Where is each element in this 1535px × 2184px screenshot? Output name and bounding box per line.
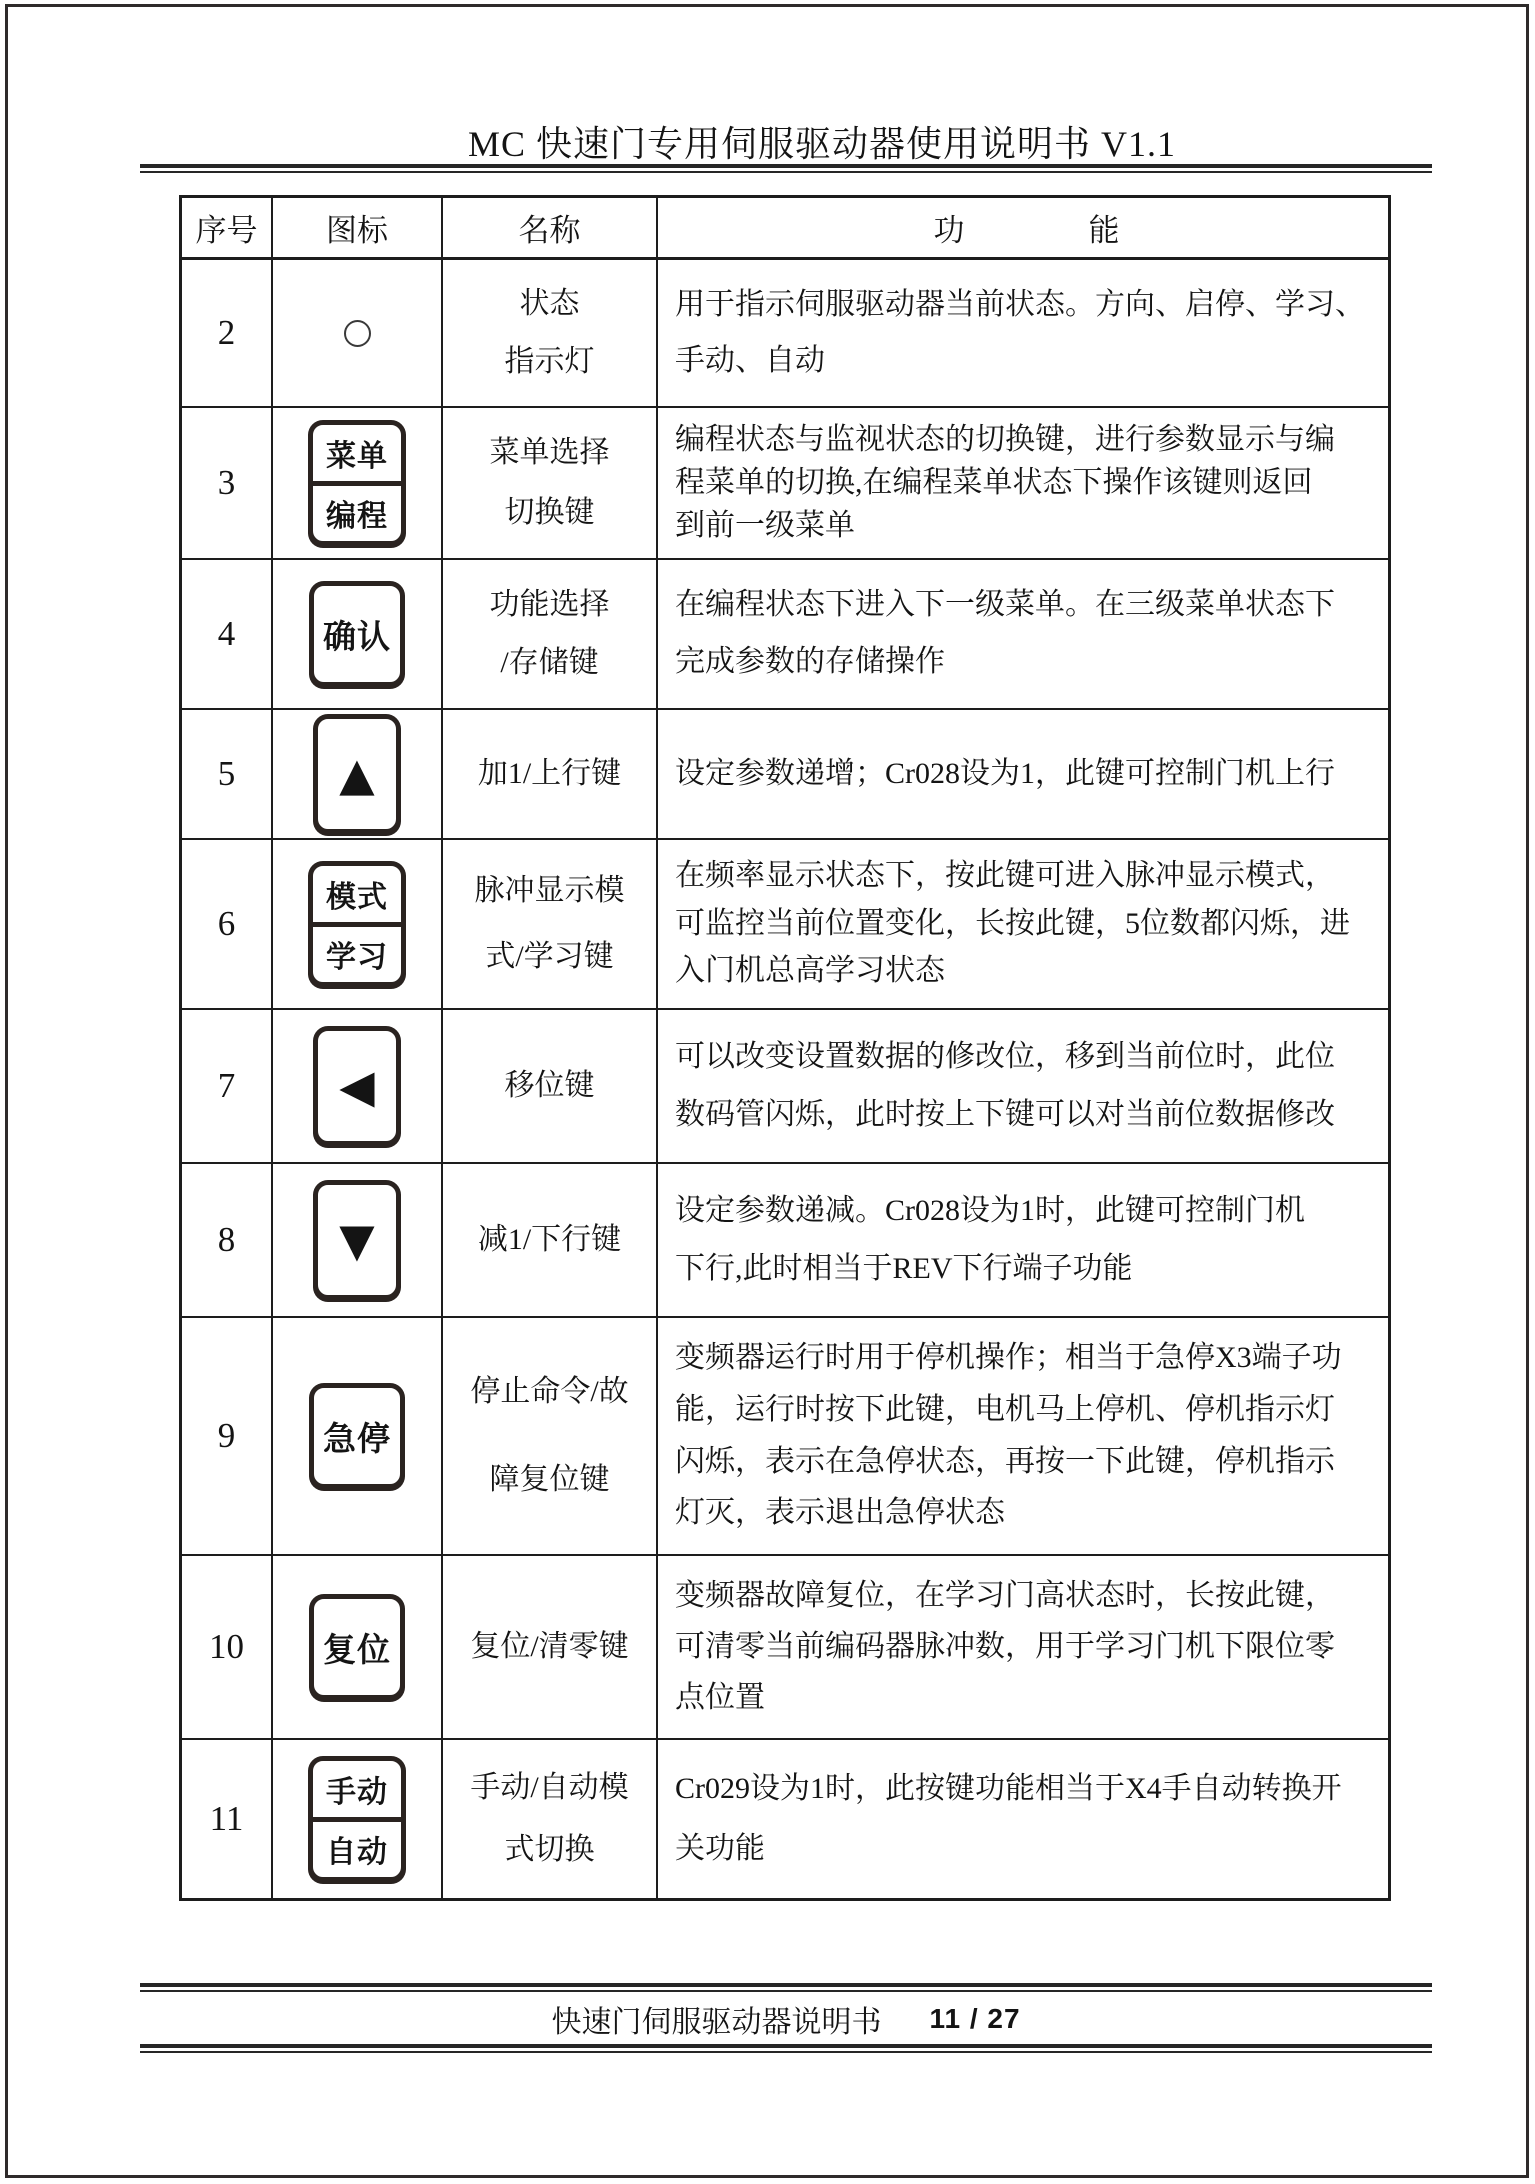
function-text-line: 设定参数递增；Cr028设为1，此键可控制门机上行 xyxy=(675,756,1335,790)
name-cell xyxy=(443,260,658,406)
name-cell xyxy=(443,710,658,838)
icon-cell xyxy=(273,840,443,1008)
row-number-cell: 6 xyxy=(182,840,273,1008)
icon-cell xyxy=(273,1010,443,1162)
function-cell xyxy=(658,710,1388,838)
row-number-cell: 9 xyxy=(182,1318,273,1554)
name-cell xyxy=(443,1556,658,1738)
row-number-cell: 7 xyxy=(182,1010,273,1162)
table-row xyxy=(182,1164,1388,1318)
key-label: 复位 xyxy=(323,1630,391,1668)
table-row xyxy=(182,408,1388,560)
row-number-cell: 10 xyxy=(182,1556,273,1738)
icon-cell xyxy=(273,1164,443,1316)
function-text-line: 变频器故障复位，在学习门高状态时，长按此键， xyxy=(675,1578,1335,1612)
table-row xyxy=(182,260,1388,408)
footer-rule-top xyxy=(140,1983,1432,1992)
key-name-line: /存储键 xyxy=(500,646,599,680)
icon-cell xyxy=(273,1556,443,1738)
function-text-line: 可以改变设置数据的修改位，移到当前位时，此位 xyxy=(675,1039,1335,1073)
key-label: 确认 xyxy=(323,617,391,655)
function-text-line: Cr029设为1时，此按键功能相当于X4手自动转换开 xyxy=(675,1771,1342,1805)
table-header-row xyxy=(182,198,1388,260)
name-cell xyxy=(443,1164,658,1316)
function-text-line: 在编程状态下进入下一级菜单。在三级菜单状态下 xyxy=(675,588,1335,622)
key-name-line: 停止命令/故 xyxy=(470,1375,629,1408)
confirm-key xyxy=(309,581,405,687)
icon-cell xyxy=(273,260,443,406)
name-cell xyxy=(443,560,658,708)
shift-left-key xyxy=(313,1026,401,1146)
function-text-line: 编程状态与监视状态的切换键，进行参数显示与编 xyxy=(675,422,1335,456)
function-text-line: 数码管闪烁，此时按上下键可以对当前位数据修改 xyxy=(675,1097,1335,1131)
function-text-line: 灯灭，表示退出急停状态 xyxy=(675,1496,1005,1530)
row-number-cell: 8 xyxy=(182,1164,273,1316)
key-name-line: 复位/清零键 xyxy=(470,1630,629,1663)
function-text-line: 入门机总高学习状态 xyxy=(675,954,945,988)
status-led-icon xyxy=(344,320,371,347)
function-cell xyxy=(658,1556,1388,1738)
key-label: 菜单 xyxy=(326,439,388,473)
function-text-line: 闪烁，表示在急停状态，再按一下此键，停机指示 xyxy=(675,1444,1335,1478)
function-text-line: 设定参数递减。Cr028设为1时，此键可控制门机 xyxy=(675,1193,1305,1227)
table-body xyxy=(182,260,1388,1898)
function-text-line: 手动、自动 xyxy=(675,343,825,377)
icon-cell xyxy=(273,1318,443,1554)
key-label: 手动 xyxy=(326,1775,388,1809)
key-name-line: 障复位键 xyxy=(489,1463,610,1496)
function-cell xyxy=(658,1164,1388,1316)
key-name-line: 菜单选择 xyxy=(489,436,610,470)
function-text-line: 能，运行时按下此键，电机马上停机、停机指示灯 xyxy=(675,1392,1335,1426)
table-row xyxy=(182,1740,1388,1898)
emergency-stop-key xyxy=(309,1383,405,1489)
function-text-line: 可清零当前编码器脉冲数，用于学习门机下限位零 xyxy=(675,1629,1335,1663)
row-number-cell: 4 xyxy=(182,560,273,708)
key-name-line: 手动/自动模 xyxy=(470,1771,629,1804)
table-row xyxy=(182,840,1388,1010)
table-row xyxy=(182,1010,1388,1164)
page-number: 11 / 27 xyxy=(929,2003,1021,2034)
table-row xyxy=(182,710,1388,840)
name-cell xyxy=(443,1740,658,1898)
function-cell xyxy=(658,1740,1388,1898)
key-name-line: 式/学习键 xyxy=(485,939,614,973)
keys-function-table xyxy=(179,195,1391,1901)
page-footer xyxy=(140,1996,1432,2042)
key-label: 急停 xyxy=(323,1419,391,1457)
function-text-line: 下行,此时相当于REV下行端子功能 xyxy=(675,1251,1133,1285)
function-cell xyxy=(658,1010,1388,1162)
row-number-cell: 5 xyxy=(182,710,273,838)
up-arrow-icon: ▲ xyxy=(339,747,375,801)
footer-rule-bottom xyxy=(140,2044,1432,2053)
key-label: 模式 xyxy=(326,880,388,914)
function-text-line: 到前一级菜单 xyxy=(675,508,855,542)
function-text-line: 可监控当前位置变化，长按此键，5位数都闪烁，进 xyxy=(675,906,1350,940)
key-name-line: 式切换 xyxy=(504,1833,595,1866)
key-label: 编程 xyxy=(326,500,388,534)
up-key xyxy=(313,714,401,834)
table-row xyxy=(182,560,1388,710)
name-cell xyxy=(443,1010,658,1162)
row-number-cell: 11 xyxy=(182,1740,273,1898)
function-text-line: 用于指示伺服驱动器当前状态。方向、启停、学习、 xyxy=(675,287,1365,321)
key-name-line: 指示灯 xyxy=(504,345,595,378)
icon-cell xyxy=(273,560,443,708)
row-number-cell: 2 xyxy=(182,260,273,406)
function-text-line: 关功能 xyxy=(675,1831,765,1865)
manual-auto-key xyxy=(308,1756,406,1882)
name-cell xyxy=(443,840,658,1008)
left-arrow-icon: ◀ xyxy=(339,1059,375,1113)
key-label: 学习 xyxy=(326,941,388,975)
key-name-line: 功能选择 xyxy=(489,587,610,621)
function-text-line: 在频率显示状态下，按此键可进入脉冲显示模式， xyxy=(675,859,1335,893)
row-number-cell: 3 xyxy=(182,408,273,558)
key-name-line: 状态 xyxy=(519,287,580,320)
function-text-line: 变频器运行时用于停机操作；相当于急停X3端子功 xyxy=(675,1341,1342,1375)
icon-cell xyxy=(273,710,443,838)
reset-key xyxy=(309,1594,405,1700)
name-cell xyxy=(443,408,658,558)
down-arrow-icon: ▼ xyxy=(339,1213,375,1267)
footer-doc-name: 快速门伺服驱动器说明书 xyxy=(551,2006,882,2039)
icon-cell xyxy=(273,408,443,558)
table-row xyxy=(182,1556,1388,1740)
key-name-line: 减1/下行键 xyxy=(477,1223,622,1256)
function-cell xyxy=(658,1318,1388,1554)
key-name-line: 脉冲显示模 xyxy=(474,874,625,908)
down-key xyxy=(313,1180,401,1300)
column-header-name: 名称 xyxy=(443,198,658,257)
key-name-line: 移位键 xyxy=(504,1069,595,1102)
document-title: MC 快速门专用伺服驱动器使用说明书 V1.1 xyxy=(467,124,1177,164)
function-cell xyxy=(658,840,1388,1008)
menu-program-key xyxy=(308,420,406,546)
function-cell xyxy=(658,408,1388,558)
key-label: 自动 xyxy=(326,1836,388,1870)
icon-cell xyxy=(273,1740,443,1898)
table-row xyxy=(182,1318,1388,1556)
name-cell xyxy=(443,1318,658,1554)
column-header-function: 功 能 xyxy=(933,213,1120,248)
key-name-line: 加1/上行键 xyxy=(477,757,622,790)
column-header-number: 序号 xyxy=(182,198,273,257)
function-cell xyxy=(658,560,1388,708)
mode-learn-key xyxy=(308,861,406,987)
function-text-line: 程菜单的切换,在编程菜单状态下操作该键则返回 xyxy=(675,465,1313,499)
function-text-line: 点位置 xyxy=(675,1680,765,1714)
function-cell xyxy=(658,260,1388,406)
column-header-icon: 图标 xyxy=(273,198,443,257)
key-name-line: 切换键 xyxy=(504,495,595,529)
function-text-line: 完成参数的存储操作 xyxy=(675,645,945,679)
header-rule xyxy=(140,164,1432,173)
